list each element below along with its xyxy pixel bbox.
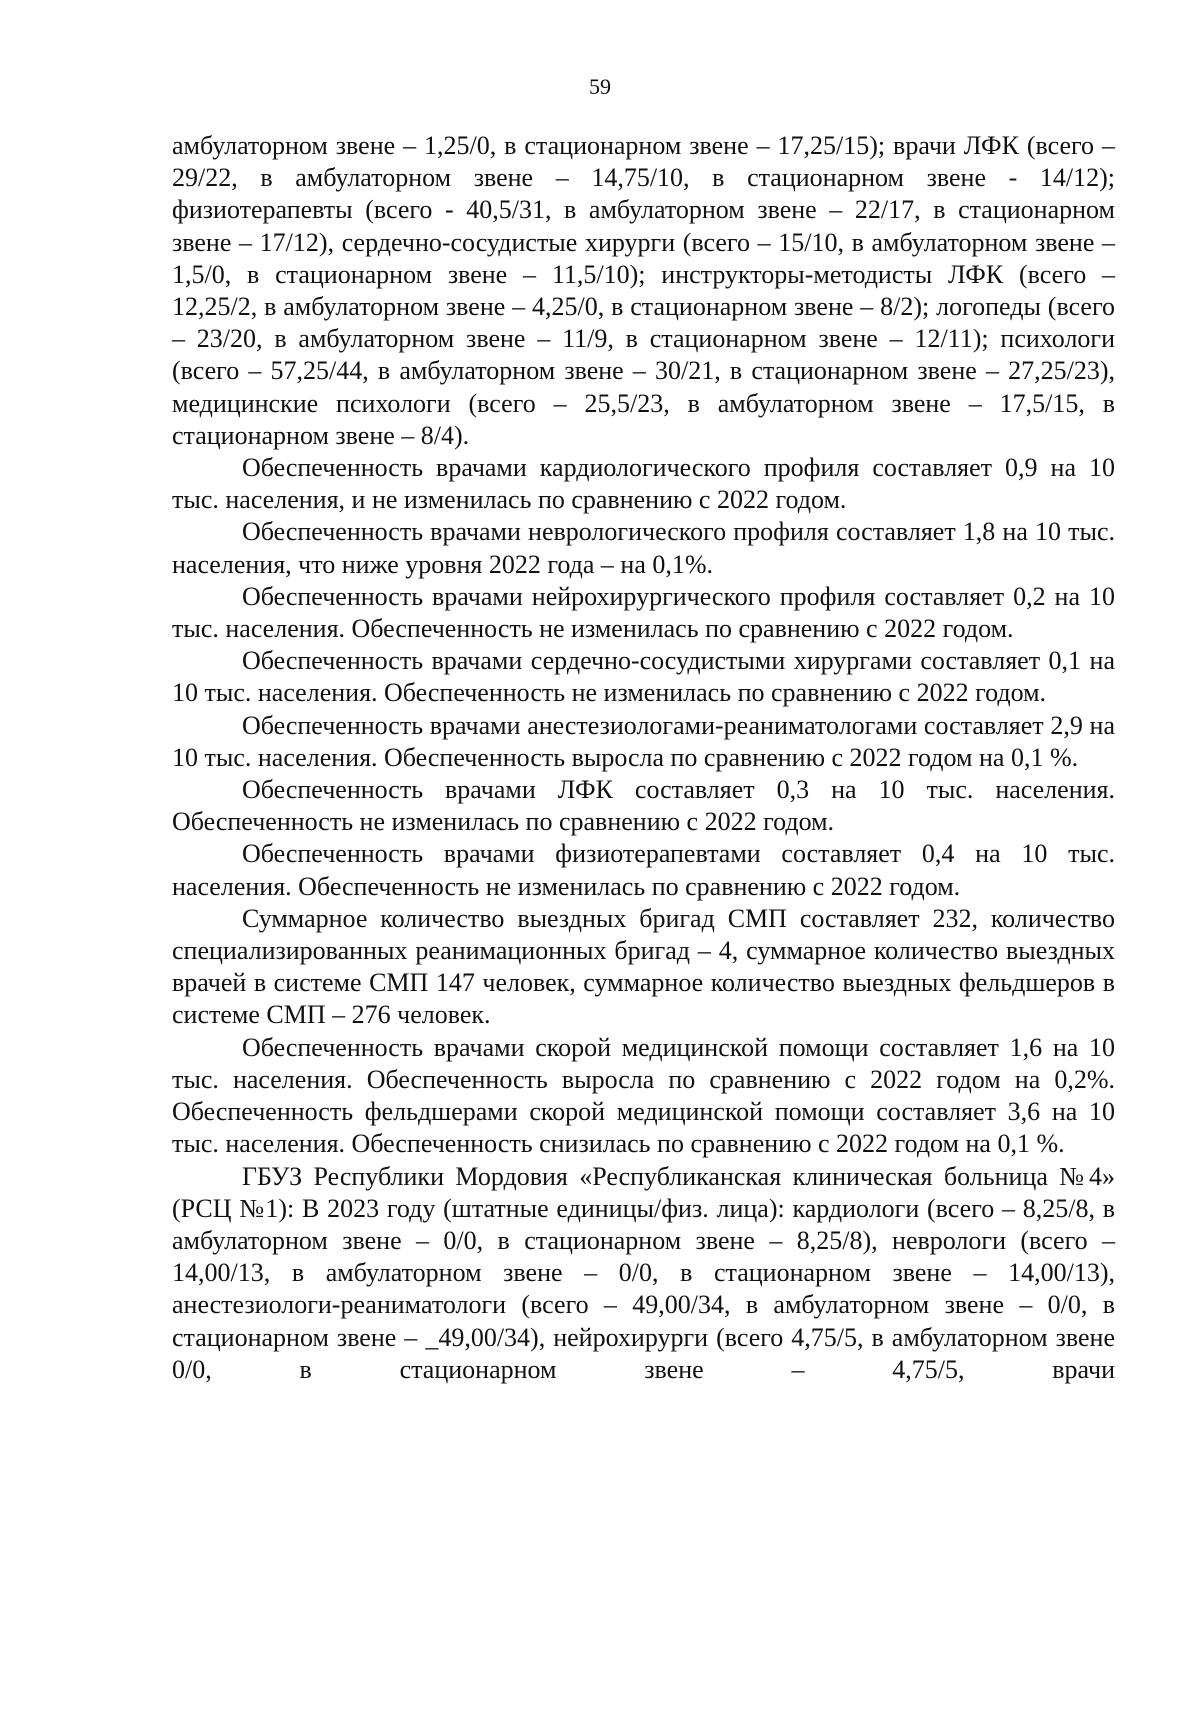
paragraph-neurology-coverage: Обеспеченность врачами неврологического профиля составляет 1,8 на 10 тыс. населения, что ниже уровня 2022 года – на 0,1%. bbox=[172, 517, 1115, 579]
paragraph-staff-continuation: амбулаторном звене – 1,25/0, в стационарном звене – 17,25/15); врачи ЛФК (всего – 29/22, в амбулаторном звене – 14,75/10, в стационарном звене - 14/12); физиотерапевты (всего - 40,5/31, в амбулаторном звене – 22/17, в стационарном звене – 17/12), сердечно-сосудистые хирурги (всего – 15/10, в амбулаторном звене – 1,5/0, в стационарном звене – 11,5/10); инструкторы-методисты ЛФК (всего – 12,25/2, в амбулаторном звене – 4,25/0, в стационарном звене – 8/2); логопеды (всего – 23/20, в амбулаторном звене – 11/9, в стационарном звене – 12/11); психологи (всего – 57,25/44, в амбулаторном звене – 30/21, в стационарном звене – 27,25/23), медицинские психологи (всего – 25,5/23, в амбулаторном звене – 17,5/15, в стационарном звене – 8/4). bbox=[172, 131, 1115, 450]
paragraph-cardiology-coverage: Обеспеченность врачами кардиологического профиля составляет 0,9 на 10 тыс. населения, и не изменилась по сравнению с 2022 годом. bbox=[172, 453, 1115, 515]
page-number: 59 bbox=[589, 74, 611, 99]
paragraph-physiotherapy-coverage: Обеспеченность врачами физиотерапевтами составляет 0,4 на 10 тыс. населения. Обеспеченность не изменилась по сравнению с 2022 годом. bbox=[172, 839, 1115, 901]
paragraph-neurosurgery-coverage: Обеспеченность врачами нейрохирургического профиля составляет 0,2 на 10 тыс. населения. Обеспеченность не изменилась по сравнению с 2022 годом. bbox=[172, 581, 1115, 644]
paragraph-ambulance-teams: Суммарное количество выездных бригад СМП составляет 232, количество специализированных реанимационных бригад – 4, суммарное количество выездных врачей в системе СМП 147 человек, суммарное количество выездных фельдшеров в системе СМП – 276 человек. bbox=[172, 903, 1115, 1030]
paragraph-hospital-4-staff: ГБУЗ Республики Мордовия «Республиканская клиническая больница №4» (РСЦ №1): В 2023 году (штатные единицы/физ. лица): кардиологи (всего – 8,25/8, в амбулаторном звене – 0/0, в стационарном звене – 8,25/8), неврологи (всего – 14,00/13, в амбулаторном звене – 0/0, в стационарном звене – 14,00/13), анестезиологи-реаниматологи (всего – 49,00/34, в амбулаторном звене – 0/0, в стационарном звене – _49,00/34), нейрохирурги (всего 4,75/5, в амбулаторном звене 0/0, в стационарном звене – 4,75/5, врачи bbox=[172, 1161, 1115, 1384]
paragraph-anesthesiology-coverage: Обеспеченность врачами анестезиологами-реаниматологами составляет 2,9 на 10 тыс. населения. Обеспеченность выросла по сравнению с 2022 годом на 0,1 %. bbox=[172, 710, 1115, 772]
document-body bbox=[172, 130, 1115, 1386]
paragraph-lfk-coverage: Обеспеченность врачами ЛФК составляет 0,3 на 10 тыс. населения. Обеспеченность не изменилась по сравнению с 2022 годом. bbox=[172, 775, 1115, 837]
paragraph-ambulance-coverage: Обеспеченность врачами скорой медицинской помощи составляет 1,6 на 10 тыс. населения. Обеспеченность выросла по сравнению с 2022 годом на 0,2%. Обеспеченность фельдшерами скорой медицинской помощи составляет 3,6 на 10 тыс. населения. Обеспеченность снизилась по сравнению с 2022 годом на 0,1 %. bbox=[172, 1032, 1115, 1159]
paragraph-vascular-surgery-coverage: Обеспеченность врачами сердечно-сосудистыми хирургами составляет 0,1 на 10 тыс. населения. Обеспеченность не изменилась по сравнению с 2022 годом. bbox=[172, 646, 1115, 708]
